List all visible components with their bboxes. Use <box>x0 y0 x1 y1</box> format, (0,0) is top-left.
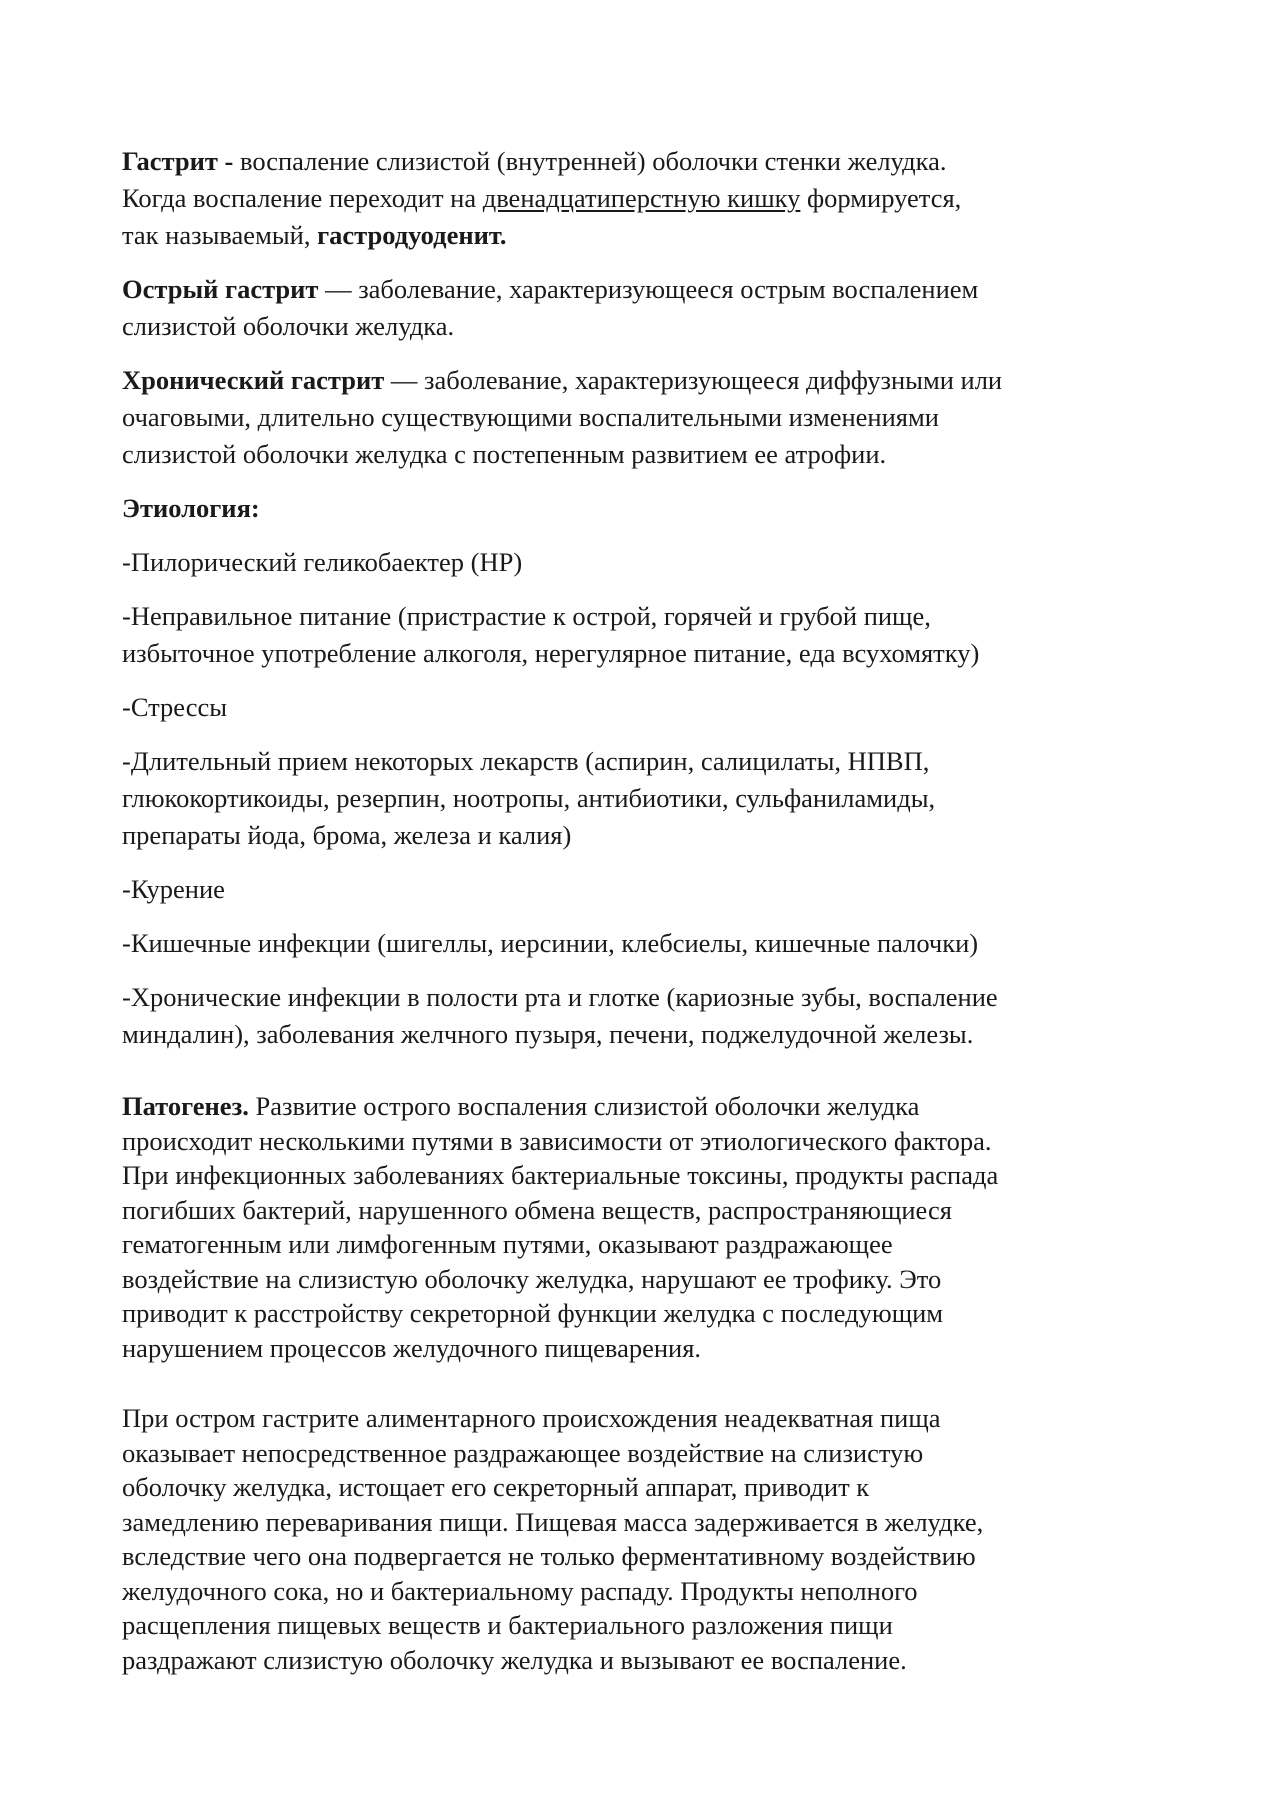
pathogenesis-paragraph: Патогенез. Развитие острого воспаления слизистой оболочки желудка происходит несколькими путями в зависимости от этиологического фактора. При инфекционных заболеваниях бактериальные токсины, продукты распада погибших бактерий, нарушенного обмена веществ, распространяющиеся гематогенным или лимфогенным путями, оказывают раздражающее воздействие на слизистую оболочку желудка, нарушают ее трофику. Это приводит к расстройству секреторной функции желудка с последующим нарушением процессов желудочного пищеварения. <box>122 1091 999 1363</box>
document-page <box>122 143 1162 1677</box>
etiology-heading: Этиология: <box>122 493 260 523</box>
list-item: -Хронические инфекции в полости рта и глотке (кариозные зубы, воспаление миндалин), заболевания желчного пузыря, печени, поджелудочной железы. <box>122 982 998 1049</box>
term-pathogenesis: Патогенез. <box>122 1091 249 1121</box>
list-item: -Неправильное питание (пристрастие к острой, горячей и грубой пище, избыточное употребление алкоголя, нерегулярное питание, еда всухомятку) <box>122 601 980 668</box>
list-item: -Курение <box>122 874 225 904</box>
term-gastritis: Гастрит - <box>122 146 234 176</box>
list-item: -Пилорический геликобаектер (НР) <box>122 547 523 577</box>
list-item: -Кишечные инфекции (шигеллы, иерсинии, клебсиелы, кишечные палочки) <box>122 928 979 958</box>
list-item: -Стрессы <box>122 692 228 722</box>
term-gastroduodenitis: гастродуоденит. <box>317 220 507 250</box>
alimentary-paragraph: При остром гастрите алиментарного происхождения неадекватная пища оказывает непосредственное раздражающее воздействие на слизистую оболочку желудка, истощает его секреторный аппарат, приводит к замедлению переваривания пищи. Пищевая масса задерживается в желудке, вследствие чего она подвергается не только ферментативному воздействию желудочного сока, но и бактериальному распаду. Продукты неполного расщепления пищевых веществ и бактериального разложения пищи раздражают слизистую оболочку желудка и вызывают ее воспаление. <box>122 1403 984 1675</box>
acute-gastritis-paragraph: Острый гастрит — заболевание, характеризующееся острым воспалением слизистой оболочки желудка. <box>122 274 979 341</box>
term-acute-gastritis: Острый гастрит <box>122 274 319 304</box>
etiology-list <box>122 544 1162 1053</box>
term-chronic-gastritis: Хронический гастрит <box>122 365 385 395</box>
duodenum-link[interactable]: двенадцатиперстную кишку <box>482 183 801 213</box>
chronic-gastritis-paragraph: Хронический гастрит — заболевание, характеризующееся диффузными или очаговыми, длительно существующими воспалительными изменениями слизистой оболочки желудка с постепенным развитием ее атрофии. <box>122 365 1003 469</box>
intro-paragraph: Гастрит - воспаление слизистой (внутренней) оболочки стенки желудка. Когда воспаление переходит на двенадцатиперстную кишку формируется, так называемый, гастродуоденит. <box>122 146 962 250</box>
list-item: -Длительный прием некоторых лекарств (аспирин, салицилаты, НПВП, глюкокортикоиды, резерпин, ноотропы, антибиотики, сульфаниламиды, препараты йода, брома, железа и калия) <box>122 746 936 850</box>
